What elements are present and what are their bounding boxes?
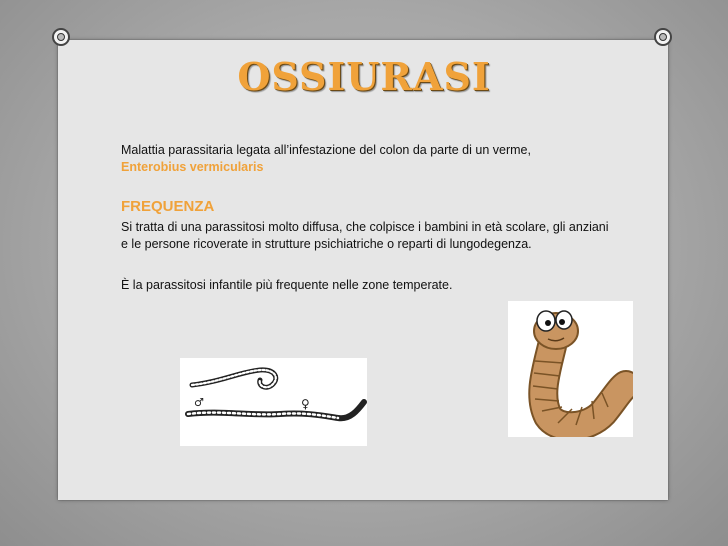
species-name: Enterobius vermicularis	[121, 160, 264, 174]
slide-title: OSSIURASI	[237, 54, 491, 99]
intro-paragraph	[121, 142, 611, 176]
pushpin-icon	[652, 26, 674, 48]
pinworm-drawing	[180, 358, 367, 446]
temperate-paragraph: È la parassitosi infantile più frequente nelle zone temperate.	[121, 278, 453, 292]
section-heading: FREQUENZA	[121, 198, 215, 215]
pushpin-icon	[50, 26, 72, 48]
frequency-paragraph: Si tratta di una parassitosi molto diffusa, che colpisce i bambini in età scolare, gli anziani e le persone ricoverate in strutture psichiatriche o reparti di lungodegenza.	[121, 220, 609, 251]
female-symbol: ♀	[301, 397, 310, 411]
cartoon-worm-image	[508, 301, 633, 437]
male-symbol: ♂	[194, 396, 204, 409]
intro-text: Malattia parassitaria legata all’infestazione del colon da parte di un verme,	[121, 143, 531, 157]
cartoon-worm-drawing	[508, 301, 633, 437]
pinworm-diagram-image	[180, 358, 367, 446]
